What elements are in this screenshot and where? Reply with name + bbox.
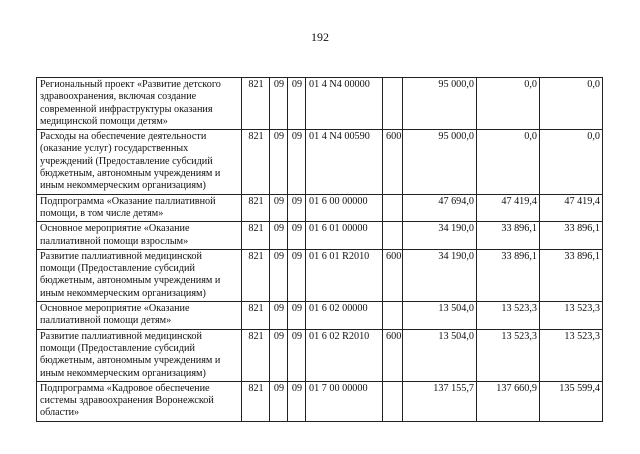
section-cell: 09 — [270, 302, 288, 330]
table-row — [37, 222, 603, 250]
amount-year1-cell: 13 504,0 — [403, 329, 477, 381]
table-row — [37, 249, 603, 301]
grbs-cell: 821 — [242, 329, 270, 381]
section-cell: 09 — [270, 194, 288, 222]
budget-table — [36, 77, 603, 422]
subsection-cell: 09 — [288, 222, 306, 250]
target-article-cell: 01 6 01 R2010 — [306, 249, 383, 301]
amount-year2-cell: 33 896,1 — [477, 249, 540, 301]
section-cell: 09 — [270, 329, 288, 381]
row-name-cell: Подпрограмма «Кадровое обеспечение системы здравоохранения Воронежской области» — [37, 381, 242, 421]
amount-year3-cell: 135 599,4 — [540, 381, 603, 421]
section-cell: 09 — [270, 222, 288, 250]
amount-year3-cell: 13 523,3 — [540, 302, 603, 330]
table-row — [37, 381, 603, 421]
section-cell: 09 — [270, 130, 288, 194]
amount-year2-cell: 137 660,9 — [477, 381, 540, 421]
expense-type-cell — [383, 302, 403, 330]
subsection-cell: 09 — [288, 302, 306, 330]
amount-year3-cell: 0,0 — [540, 130, 603, 194]
expense-type-cell: 600 — [383, 249, 403, 301]
table-row — [37, 78, 603, 130]
row-name-cell: Развитие паллиативной медицинской помощи (Предоставление субсидий бюджетным, автономным учреждениям и иным некоммерческим организациям) — [37, 249, 242, 301]
amount-year2-cell: 33 896,1 — [477, 222, 540, 250]
table-body — [37, 78, 603, 422]
row-name-cell: Основное мероприятие «Оказание паллиативной помощи взрослым» — [37, 222, 242, 250]
amount-year2-cell: 47 419,4 — [477, 194, 540, 222]
target-article-cell: 01 7 00 00000 — [306, 381, 383, 421]
table-row — [37, 302, 603, 330]
expense-type-cell — [383, 381, 403, 421]
amount-year3-cell: 0,0 — [540, 78, 603, 130]
amount-year1-cell: 95 000,0 — [403, 130, 477, 194]
amount-year3-cell: 47 419,4 — [540, 194, 603, 222]
grbs-cell: 821 — [242, 249, 270, 301]
table-row — [37, 130, 603, 194]
row-name-cell: Основное мероприятие «Оказание паллиативной помощи детям» — [37, 302, 242, 330]
grbs-cell: 821 — [242, 130, 270, 194]
target-article-cell: 01 6 02 R2010 — [306, 329, 383, 381]
section-cell: 09 — [270, 78, 288, 130]
amount-year2-cell: 0,0 — [477, 130, 540, 194]
row-name-cell: Расходы на обеспечение деятельности (оказание услуг) государственных учреждений (Предоставление субсидий бюджетным, автономным учреждениям и иным некоммерческим организациям) — [37, 130, 242, 194]
amount-year3-cell: 13 523,3 — [540, 329, 603, 381]
subsection-cell: 09 — [288, 381, 306, 421]
grbs-cell: 821 — [242, 194, 270, 222]
amount-year2-cell: 13 523,3 — [477, 329, 540, 381]
table-row — [37, 329, 603, 381]
amount-year1-cell: 137 155,7 — [403, 381, 477, 421]
amount-year3-cell: 33 896,1 — [540, 222, 603, 250]
row-name-cell: Региональный проект «Развитие детского здравоохранения, включая создание современной инфраструктуры оказания медицинской помощи детям» — [37, 78, 242, 130]
target-article-cell: 01 4 N4 00000 — [306, 78, 383, 130]
section-cell: 09 — [270, 249, 288, 301]
subsection-cell: 09 — [288, 249, 306, 301]
section-cell: 09 — [270, 381, 288, 421]
expense-type-cell: 600 — [383, 130, 403, 194]
grbs-cell: 821 — [242, 222, 270, 250]
grbs-cell: 821 — [242, 78, 270, 130]
grbs-cell: 821 — [242, 302, 270, 330]
target-article-cell: 01 4 N4 00590 — [306, 130, 383, 194]
expense-type-cell: 600 — [383, 329, 403, 381]
amount-year1-cell: 95 000,0 — [403, 78, 477, 130]
amount-year2-cell: 13 523,3 — [477, 302, 540, 330]
expense-type-cell — [383, 78, 403, 130]
amount-year3-cell: 33 896,1 — [540, 249, 603, 301]
amount-year1-cell: 13 504,0 — [403, 302, 477, 330]
table-row — [37, 194, 603, 222]
target-article-cell: 01 6 00 00000 — [306, 194, 383, 222]
row-name-cell: Подпрограмма «Оказание паллиативной помощи, в том числе детям» — [37, 194, 242, 222]
subsection-cell: 09 — [288, 194, 306, 222]
amount-year1-cell: 47 694,0 — [403, 194, 477, 222]
target-article-cell: 01 6 01 00000 — [306, 222, 383, 250]
page-number: 192 — [311, 30, 329, 44]
target-article-cell: 01 6 02 00000 — [306, 302, 383, 330]
amount-year1-cell: 34 190,0 — [403, 249, 477, 301]
grbs-cell: 821 — [242, 381, 270, 421]
amount-year2-cell: 0,0 — [477, 78, 540, 130]
amount-year1-cell: 34 190,0 — [403, 222, 477, 250]
subsection-cell: 09 — [288, 78, 306, 130]
expense-type-cell — [383, 194, 403, 222]
subsection-cell: 09 — [288, 329, 306, 381]
row-name-cell: Развитие паллиативной медицинской помощи (Предоставление субсидий бюджетным, автономным учреждениям и иным некоммерческим организациям) — [37, 329, 242, 381]
subsection-cell: 09 — [288, 130, 306, 194]
expense-type-cell — [383, 222, 403, 250]
